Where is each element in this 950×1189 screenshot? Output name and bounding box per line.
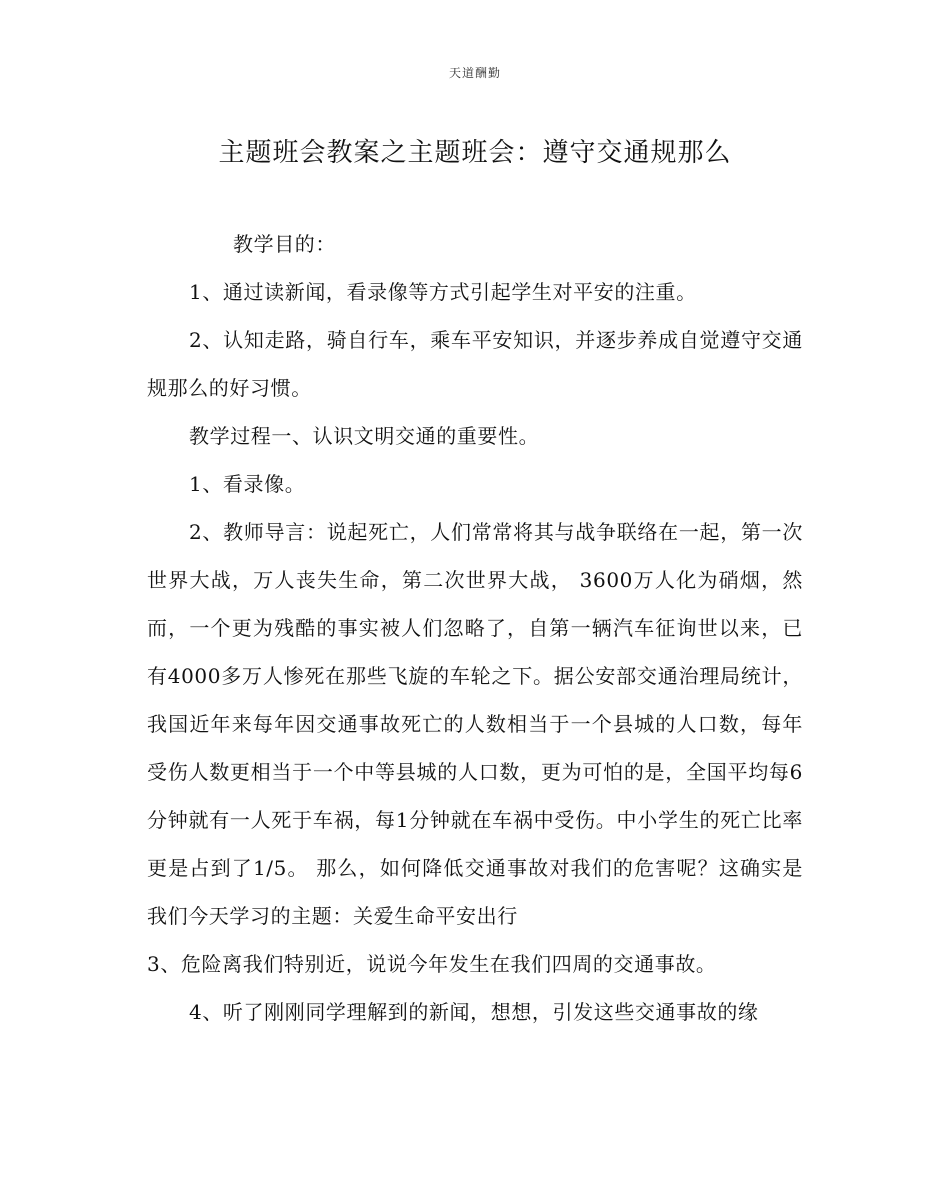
document-body xyxy=(147,220,803,1036)
section-heading-process: 教学过程一、认识文明交通的重要性。 xyxy=(189,424,540,448)
page-header: 天道酬勤 xyxy=(448,66,501,80)
section-heading-objectives: 教学目的： xyxy=(233,232,336,256)
paragraph-objective-2: 2、认知走路，骑自行车，乘车平安知识，并逐步养成自觉遵守交通规那么的好习惯。 xyxy=(147,328,803,400)
document-title: 主题班会教案之主题班会：遵守交通规那么 xyxy=(218,138,732,168)
paragraph-step-3: 3、危险离我们特别近，说说今年发生在我们四周的交通事故。 xyxy=(147,952,717,976)
paragraph-objective-1: 1、通过读新闻，看录像等方式引起学生对平安的注重。 xyxy=(189,280,697,304)
paragraph-step-1: 1、看录像。 xyxy=(189,472,306,496)
paragraph-step-2: 2、教师导言：说起死亡，人们常常将其与战争联络在一起，第一次世界大战，万人丧失生命，第二次世界大战， 3600万人化为硝烟，然而，一个更为残酷的事实被人们忽略了，自第一辆汽车征询世以来，已有4000多万人惨死在那些飞旋的车轮之下。据公安部交通治理局统计，我国近年来每年因交通事故死亡的人数相当于一个县城的人口数，每年受伤人数更相当于一个中等县城的人口数，更为可怕的是，全国平均每6分钟就有一人死于车祸，每1分钟就在车祸中受伤。中小学生的死亡比率更是占到了1/5。 那么，如何降低交通事故对我们的危害呢？这确实是我们今天学习的主题：关爱生命平安出行 xyxy=(147,520,803,928)
paragraph-step-4: 4、听了刚刚同学理解到的新闻，想想，引发这些交通事故的缘 xyxy=(189,1000,759,1024)
